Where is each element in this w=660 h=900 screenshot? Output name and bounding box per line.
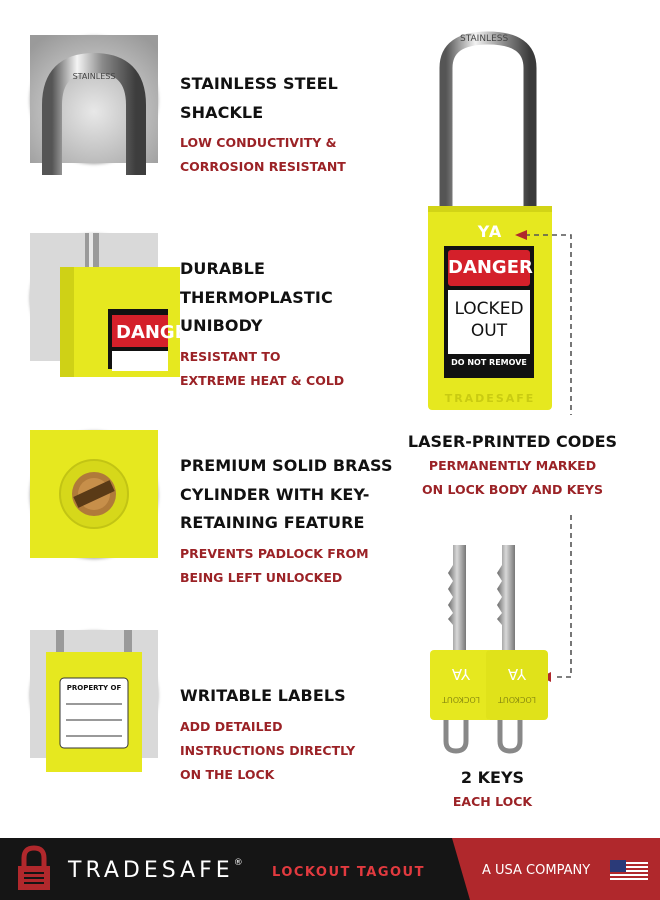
body-closeup-image xyxy=(30,233,201,361)
registered-mark: ® xyxy=(233,858,243,868)
cylinder-closeup-image xyxy=(30,430,158,558)
out-text: OUT xyxy=(470,321,508,341)
feature-cylinder xyxy=(180,452,420,590)
callout-title: LASER-PRINTED CODES xyxy=(407,432,618,451)
callout-line: PERMANENTLY MARKED xyxy=(428,458,597,473)
shackle-engraving: STAINLESS xyxy=(460,34,509,44)
feature-title: DURABLE THERMOPLASTIC UNIBODY xyxy=(180,259,333,335)
label-closeup-image xyxy=(30,630,158,758)
shackle-closeup-image xyxy=(30,35,158,163)
callout-line: ON LOCK BODY AND KEYS xyxy=(422,482,603,497)
key-code: YA xyxy=(451,665,471,683)
feature-body xyxy=(180,255,420,393)
feature-subtitle: ADD DETAILED INSTRUCTIONS DIRECTLY ON THE LOCK xyxy=(180,718,356,782)
us-flag-icon xyxy=(610,860,648,882)
laser-codes-callout xyxy=(400,430,625,502)
feature-subtitle: LOW CONDUCTIVITY & CORROSION RESISTANT xyxy=(180,135,346,174)
key-text: LOCKOUT xyxy=(498,695,536,704)
keys-callout xyxy=(440,766,545,814)
do-not-remove-text: DO NOT REMOVE xyxy=(451,358,527,367)
keys-image xyxy=(428,545,553,755)
padlock-logo-icon xyxy=(14,846,54,892)
danger-text-fragment: DANGER xyxy=(116,322,201,343)
feature-title: PREMIUM SOLID BRASS CYLINDER WITH KEY-RETAINING FEATURE xyxy=(180,456,393,532)
property-of-label: PROPERTY OF xyxy=(66,684,122,692)
usa-company-text: A USA COMPANY xyxy=(482,863,591,878)
lock-brand-emboss: TRADESAFE xyxy=(444,392,536,405)
brand-name xyxy=(68,858,243,883)
feature-subtitle: RESISTANT TO EXTREME HEAT & COLD xyxy=(180,348,345,388)
feature-subtitle: PREVENTS PADLOCK FROM BEING LEFT UNLOCKED xyxy=(180,545,369,585)
callout-line: EACH LOCK xyxy=(452,794,533,809)
key-text: LOCKOUT xyxy=(442,695,480,704)
feature-labels xyxy=(180,682,420,787)
key-code: YA xyxy=(507,665,527,683)
callout-title: 2 KEYS xyxy=(460,768,525,787)
feature-title: STAINLESS STEEL SHACKLE xyxy=(180,74,338,122)
lock-code: YA xyxy=(477,222,503,241)
brand-footer xyxy=(0,838,660,900)
locked-text: LOCKED xyxy=(454,299,524,319)
feature-title: WRITABLE LABELS xyxy=(180,686,346,705)
shackle-engraving: STAINLESS xyxy=(72,72,116,81)
brand-tagline: LOCKOUT TAGOUT xyxy=(272,865,425,880)
brand-text: TRADESAFE xyxy=(68,858,234,883)
danger-header: DANGER xyxy=(448,250,530,286)
feature-shackle xyxy=(180,70,420,179)
